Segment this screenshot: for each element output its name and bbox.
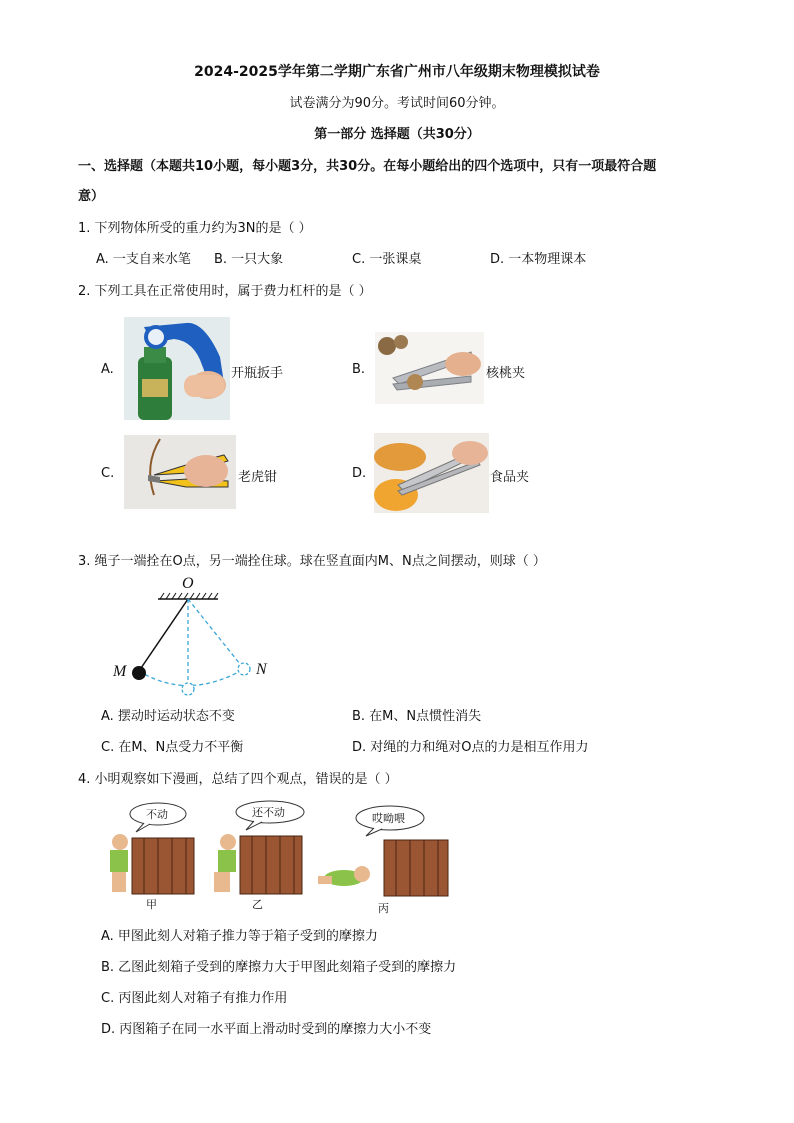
part-heading: 第一部分 选择题（共30分） [314,127,480,142]
food-tongs-image [374,433,489,513]
point-n-label: N [256,661,267,678]
comic-illustration [100,798,460,916]
nutcracker-image [375,332,484,404]
point-m-label: M [113,663,127,680]
q4-option-b: B. 乙图此刻箱子受到的摩擦力大于甲图此刻箱子受到的摩擦力 [101,960,457,975]
pliers-image [124,435,236,509]
question-1-stem: 1. 下列物体所受的重力约为3N的是（ ） [78,221,312,236]
panel-caption-3: 丙 [378,902,389,915]
bottle-opener-image [124,317,230,420]
q4-option-d: D. 丙图箱子在同一水平面上滑动时受到的摩擦力大小不变 [101,1022,432,1037]
panel-caption-2: 乙 [252,898,263,911]
question-2-stem: 2. 下列工具在正常使用时，属于费力杠杆的是（ ） [78,284,372,299]
section-instructions-cont: 意） [78,189,105,204]
panel-caption-1: 甲 [146,898,157,911]
q1-option-b: B. 一只大象 [214,252,284,267]
q1-option-d: D. 一本物理课本 [490,252,587,267]
q1-option-a: A. 一支自来水笔 [96,252,191,267]
q2-option-d-label: 食品夹 [490,470,530,485]
bubble-text-1: 不动 [146,808,168,821]
point-o-label: O [182,575,194,592]
q3-option-c: C. 在M、N点受力不平衡 [101,740,244,755]
q2-option-c-letter: C. [101,466,115,481]
exam-info: 试卷满分为90分。考试时间60分钟。 [289,96,505,111]
q1-option-c: C. 一张课桌 [352,252,422,267]
question-3-stem: 3. 绳子一端拴在O点，另一端拴住球。球在竖直面内M、N点之间摆动，则球（ ） [78,554,546,569]
bubble-text-3: 哎呦喂 [372,812,405,825]
q3-option-d: D. 对绳的力和绳对O点的力是相互作用力 [352,740,589,755]
page-title: 2024-2025学年第二学期广东省广州市八年级期末物理模拟试卷 [194,64,600,80]
pendulum-diagram [100,575,290,700]
q4-option-c: C. 丙图此刻人对箱子有推力作用 [101,991,288,1006]
q2-option-b-label: 核桃夹 [486,366,526,381]
q3-option-a: A. 摆动时运动状态不变 [101,709,235,724]
section-instructions: 一、选择题（本题共10小题，每小题3分，共30分。在每小题给出的四个选项中，只有一项最符合题 [78,159,657,174]
q4-option-a: A. 甲图此刻人对箱子推力等于箱子受到的摩擦力 [101,929,378,944]
q2-option-a-letter: A. [101,362,114,377]
q2-option-c-label: 老虎钳 [238,470,278,485]
q2-option-b-letter: B. [352,362,366,377]
bubble-text-2: 还不动 [252,806,285,819]
q2-option-d-letter: D. [352,466,367,481]
q2-option-a-label: 开瓶扳手 [231,366,284,381]
q3-option-b: B. 在M、N点惯性消失 [352,709,482,724]
question-4-stem: 4. 小明观察如下漫画，总结了四个观点，错误的是（ ） [78,772,398,787]
